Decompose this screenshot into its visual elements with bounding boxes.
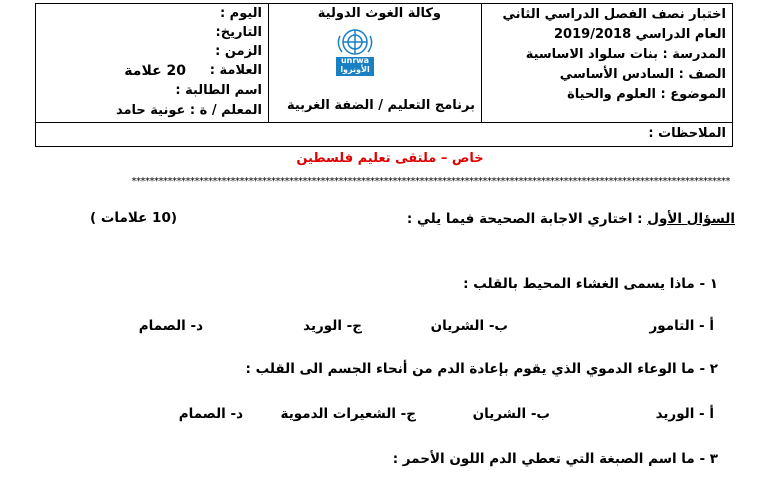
school-name: المدرسة : بنات سلواد الاساسية xyxy=(525,47,726,62)
program-name: برنامج التعليم / الضفة الغربية xyxy=(286,98,475,113)
teacher-name: المعلم / ة : عونية حامد xyxy=(115,103,262,118)
question1-instruction: : اختاري الاجابة الصحيحة فيما يلي : xyxy=(406,211,643,227)
student-name-label: اسم الطالبة : xyxy=(175,83,262,98)
question1-marks: (10 علامات ) xyxy=(90,210,178,226)
item-1-option-d: د- الصمام xyxy=(138,318,203,334)
item-1-number: ١ - xyxy=(699,276,718,292)
item-2-option-a: أ - الوريد xyxy=(655,406,714,422)
question1-title: السؤال الأول xyxy=(647,211,735,227)
grade-level: الصف : السادس الأساسي xyxy=(559,67,726,82)
header-exam-info xyxy=(482,4,732,122)
item-2-option-c: ج- الشعيرات الدموية xyxy=(280,406,416,422)
item-1-option-a: أ - التامور xyxy=(649,318,714,334)
item-1-option-b: ب- الشريان xyxy=(430,318,508,334)
item-1-text: ماذا يسمى الغشاء المحيط بالقلب : xyxy=(463,276,695,292)
item-1-question xyxy=(463,276,718,292)
item-2-option-b: ب- الشريان xyxy=(472,406,550,422)
grade-label: العلامة : xyxy=(209,63,262,78)
item-2-text: ما الوعاء الدموي الذي يقوم بإعادة الدم من أنحاء الجسم الى القلب : xyxy=(245,361,695,377)
unrwa-logo xyxy=(328,26,382,78)
notes-row xyxy=(35,123,733,147)
agency-name: وكالة الغوث الدولية xyxy=(317,6,441,21)
time-label: الزمن : xyxy=(215,44,262,59)
question1-heading xyxy=(407,211,735,227)
source-note: خاص – ملتقى تعليم فلسطين xyxy=(296,151,484,166)
item-2-option-d: د- الصمام xyxy=(178,406,243,422)
header-table xyxy=(35,3,733,123)
item-3-question xyxy=(393,451,718,467)
item-1-option-c: ج- الوريد xyxy=(303,318,362,334)
exam-title: اختبار نصف الفصل الدراسي الثاني xyxy=(502,7,726,22)
day-label: اليوم : xyxy=(219,6,262,21)
item-2-question xyxy=(246,361,718,377)
logo-text-ar: الأونروا xyxy=(340,65,370,74)
notes-label: الملاحظات : xyxy=(648,126,726,141)
grade-value: 20 علامة xyxy=(124,63,186,79)
item-3-text: ما اسم الصبغة التي تعطي الدم اللون الأحمر : xyxy=(392,451,695,467)
header-agency xyxy=(269,4,481,122)
item-2-number: ٢ - xyxy=(699,361,718,377)
date-label: التاريخ: xyxy=(215,25,262,40)
subject: الموضوع : العلوم والحياة xyxy=(567,87,726,102)
star-divider: ************************************************************************************************************************************* xyxy=(131,176,730,187)
logo-text-en: unrwa xyxy=(340,56,370,65)
item-3-number: ٣ - xyxy=(699,451,718,467)
header-student-info xyxy=(36,4,268,122)
school-year: العام الدراسي 2019/2018 xyxy=(554,27,726,42)
